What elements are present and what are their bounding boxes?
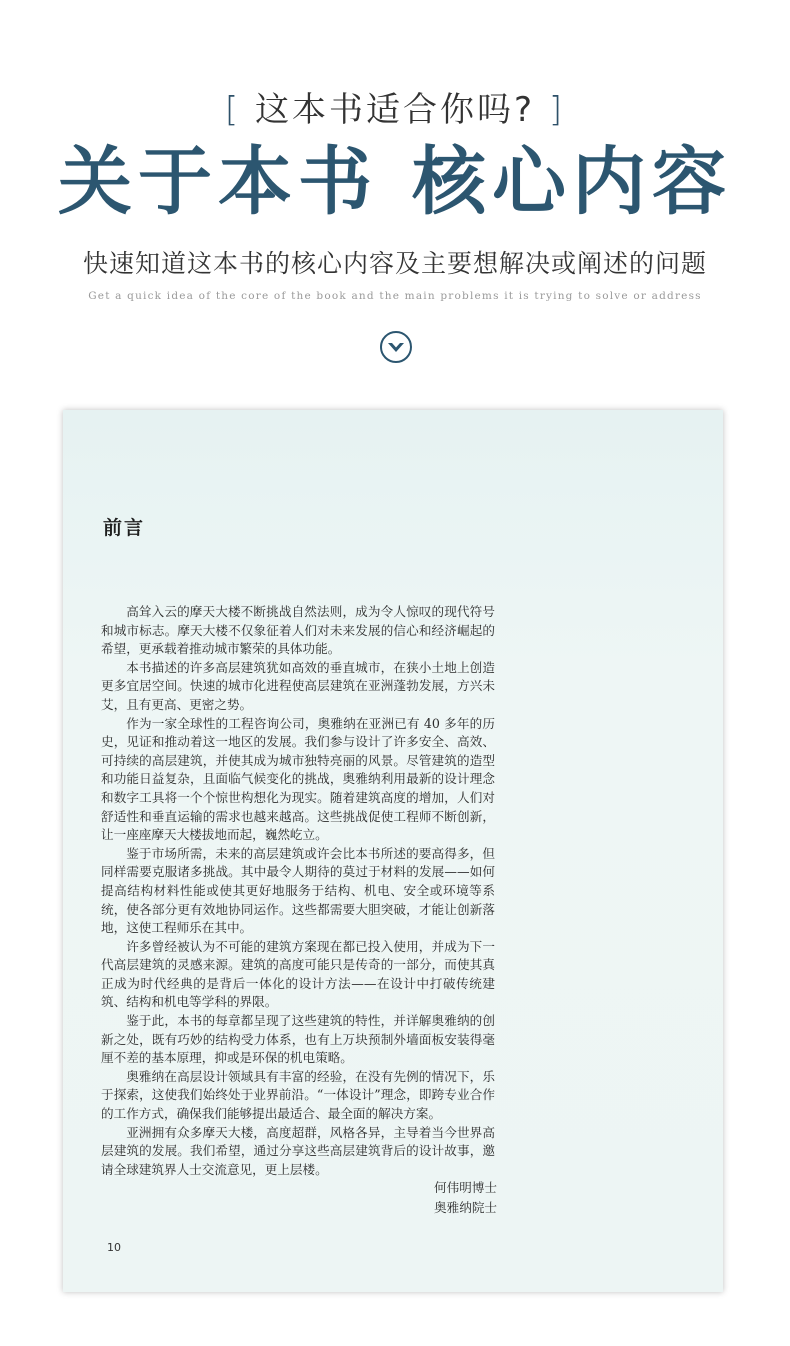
signature-block [363,1178,497,1218]
main-title-part2: 核心内容 [412,139,732,225]
main-title [0,139,790,225]
preface-paragraph: 本书描述的许多高层建筑犹如高效的垂直城市，在狭小土地上创造更多宜居空间。快速的城市化进程使高层建筑在亚洲蓬勃发展，方兴未艾，且有更高、更密之势。 [101,659,495,712]
description: 快速知道这本书的核心内容及主要想解决或阐述的问题 [82,249,707,278]
chevron-down-circle-icon [379,330,413,364]
preface-paragraph: 许多曾经被认为不可能的建筑方案现在都已投入使用，并成为下一代高层建筑的灵感来源。建筑的高度可能只是传奇的一部分，而使其真正成为时代经典的是背后一体化的设计方法——在设计中打破传统建筑、结构和机电等学科的界限。 [101,938,495,1010]
signature-title: 奥雅纳院士 [434,1200,497,1215]
preface-paragraph: 亚洲拥有众多摩天大楼，高度超群，风格各异，主导着当今世界高层建筑的发展。我们希望，通过分享这些高层建筑背后的设计故事，邀请全球建筑界人士交流意见，更上层楼。 [101,1124,495,1177]
bracket-left: [ [224,90,242,130]
subtitle-question: 这本书适合你吗? [254,90,536,130]
preface-paragraph: 鉴于市场所需，未来的高层建筑或许会比本书所述的要高得多，但同样需要克服诸多挑战。其中最令人期待的莫过于材料的发展——如何提高结构材料性能或使其更好地服务于结构、机电、安全或环境等系统，使各部分更有效地协同运作。这些都需要大胆突破，才能让创新落地，这使工程师乐在其中。 [101,845,495,936]
preface-paragraph: 高耸入云的摩天大楼不断挑战自然法则，成为令人惊叹的现代符号和城市标志。摩天大楼不仅象征着人们对未来发展的信心和经济崛起的希望，更承载着推动城市繁荣的具体功能。 [101,604,495,657]
section-subtitle [0,82,790,131]
page-heading: 前言 [103,517,146,539]
description-en: Get a quick idea of the core of the book and the main problems it is trying to solve or address [88,290,702,302]
page-number: 10 [107,1241,121,1254]
header-section [0,0,790,400]
preface-paragraph: 鉴于此，本书的每章都呈现了这些建筑的特性，并详解奥雅纳的创新之处，既有巧妙的结构受力体系，也有上万块预制外墙面板安装得毫厘不差的基本原理，抑或是环保的机电策略。 [101,1013,495,1066]
main-title-part1: 关于本书 [58,139,378,225]
signature-name: 何伟明博士 [434,1180,497,1195]
bracket-right: ] [548,90,566,130]
preface-paragraph: 作为一家全球性的工程咨询公司，奥雅纳在亚洲已有 40 多年的历史，见证和推动着这一地区的发展。我们参与设计了许多安全、高效、可持续的高层建筑，并使其成为城市独特亮丽的风景。尽管建筑的造型和功能日益复杂，且面临气候变化的挑战，奥雅纳利用最新的设计理念和数字工具将一个个惊世构想化为现实。随着建筑高度的增加，人们对舒适性和垂直运输的需求也越来越高。这些挑战促使工程师不断创新，让一座座摩天大楼拔地而起，巍然屹立。 [101,715,495,843]
preface-paragraph: 奥雅纳在高层设计领域具有丰富的经验，在没有先例的情况下，乐于探索，这使我们始终处于业界前沿。“一体设计”理念，即跨专业合作的工作方式，确保我们能够提出最适合、最全面的解决方案。 [101,1068,495,1122]
book-page [63,410,723,1292]
preface-body [101,603,495,1179]
